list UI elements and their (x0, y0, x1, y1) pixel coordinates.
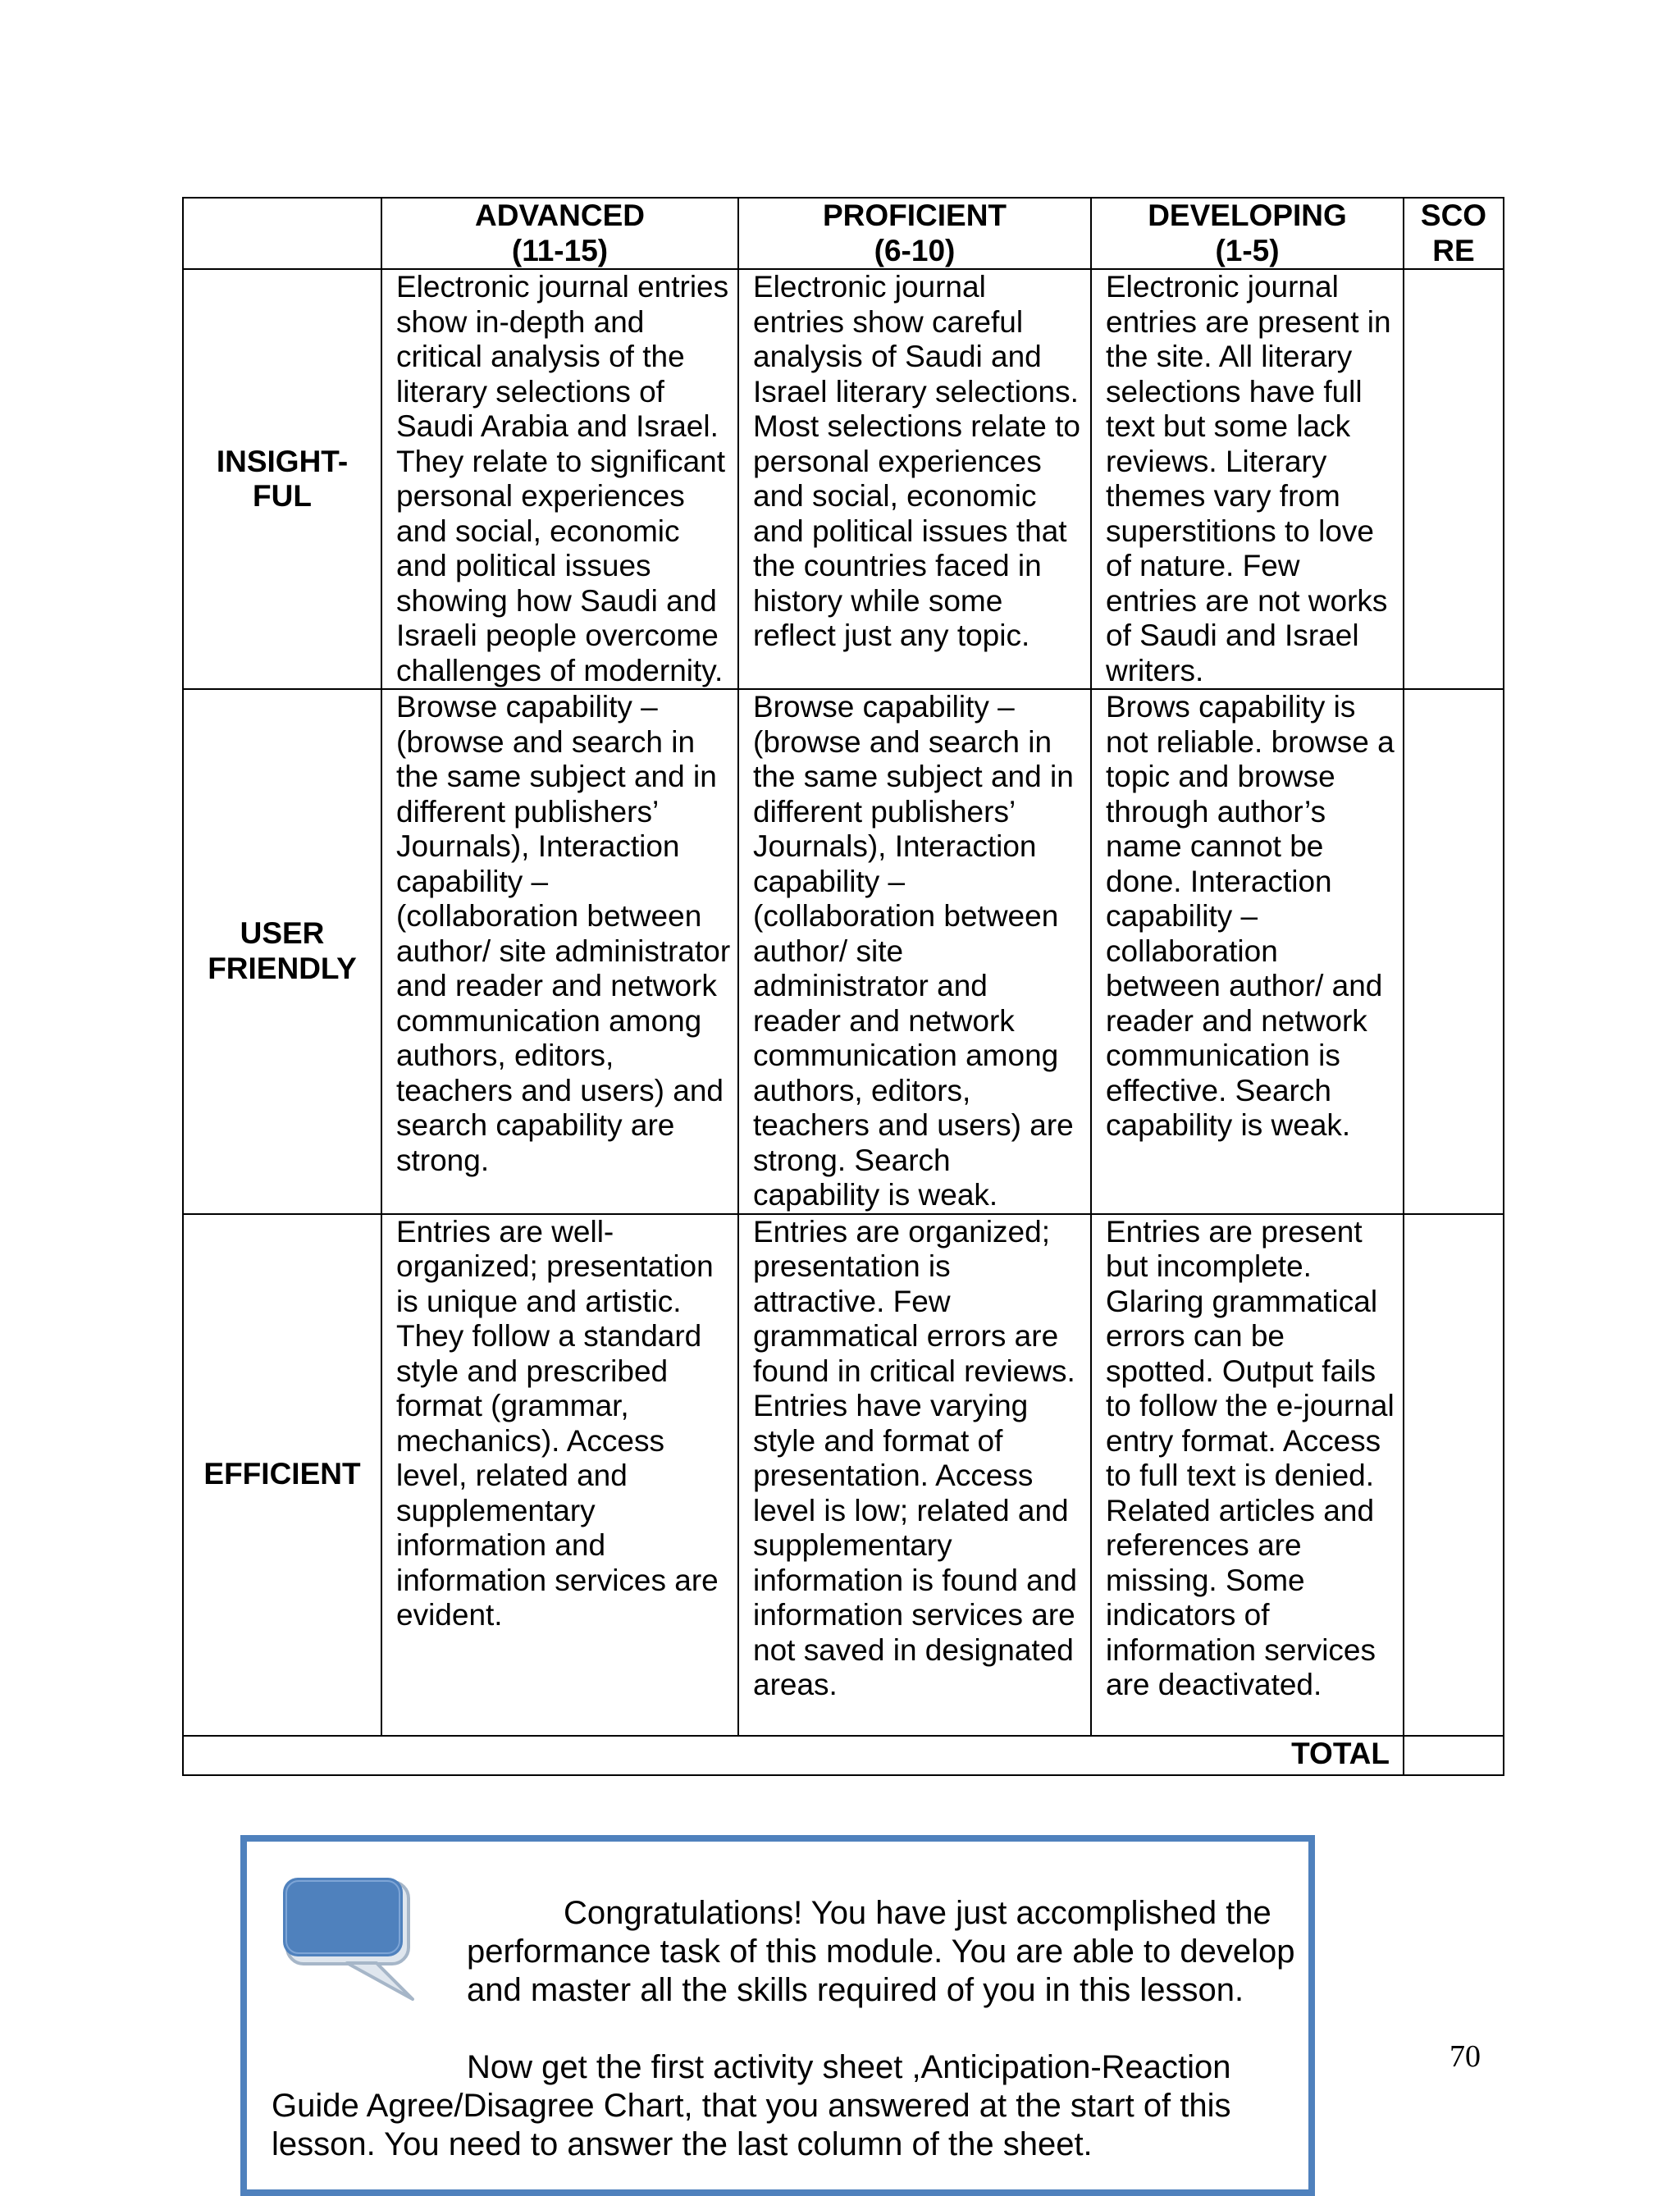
cell-advanced: Entries are well-organized; presentation is unique and artistic. They follow a standard style and prescribed format (grammar, mechanics). Access level, related and supplementary information and information services are evident. (381, 1214, 738, 1736)
rubric-header-row (183, 198, 1504, 269)
header-developing-range: (1-5) (1215, 233, 1280, 267)
criterion-label-line1: EFFICIENT (203, 1457, 361, 1491)
congratulations-message (467, 1894, 1295, 2010)
score-cell[interactable] (1404, 269, 1504, 689)
criterion-user-friendly (183, 689, 381, 1214)
congratulations-text: Congratulations! You have just accomplished the performance task of this module. You are able to develop and master all the skills required of you in this lesson. (467, 1895, 1295, 2008)
cell-proficient: Entries are organized; presentation is attractive. Few grammatical errors are found in critical reviews. Entries have varying style and format of presentation. Access level is low; related and supplementary information is found and information services are not saved in designated areas. (738, 1214, 1091, 1736)
rubric-table (182, 197, 1504, 1776)
cell-developing: Entries are present but incomplete. Glaring grammatical errors can be spotted. Output fails to follow the e-journal entry format. Access to full text is denied. Related articles and references are missing. Some indicators of information services are deactivated. (1091, 1214, 1404, 1736)
cell-advanced: Browse capability – (browse and search in the same subject and in different publishers’ Journals), Interaction capability – (collaboration between author/ site administrator and reader and network communication among authors, editors, teachers and users) and search capability are strong. (381, 689, 738, 1214)
total-score-cell[interactable] (1404, 1736, 1504, 1775)
header-developing-label: DEVELOPING (1148, 199, 1347, 232)
criterion-label-line1: INSIGHT- (216, 444, 349, 478)
header-advanced (381, 198, 738, 269)
score-cell[interactable] (1404, 1214, 1504, 1736)
criterion-insightful (183, 269, 381, 689)
total-label: TOTAL (183, 1736, 1404, 1775)
header-blank-cell (183, 198, 381, 269)
header-proficient-range: (6-10) (874, 233, 956, 267)
table-row (183, 689, 1504, 1214)
table-row (183, 1214, 1504, 1736)
cell-developing: Brows capability is not reliable. browse a topic and browse through author’s name cannot be done. Interaction capability – collaboration between author/ and reader and network communication is effective. Search capability is weak. (1091, 689, 1404, 1214)
cell-proficient: Electronic journal entries show careful analysis of Saudi and Israel literary selections. Most selections relate to personal experiences and social, economic and political issues that the countries faced in history while some reflect just any topic. (738, 269, 1091, 689)
header-proficient (738, 198, 1091, 269)
header-score-line2: RE (1432, 233, 1475, 267)
cell-proficient: Browse capability – (browse and search in the same subject and in different publishers’ Journals), Interaction capability – (collaboration between author/ site administrator and reader and network communication among authors, editors, teachers and users) are strong. Search capability is weak. (738, 689, 1091, 1214)
criterion-label-line1: USER (240, 916, 325, 951)
header-score-line1: SCO (1420, 199, 1487, 232)
criterion-efficient (183, 1214, 381, 1736)
header-proficient-label: PROFICIENT (822, 199, 1007, 232)
header-advanced-range: (11-15) (511, 233, 609, 267)
table-row (183, 269, 1504, 689)
congratulations-box (240, 1835, 1315, 2196)
cell-developing: Electronic journal entries are present in the site. All literary selections have full text but some lack reviews. Literary themes vary from superstitions to love of nature. Few entries are not works of Saudi and Israel writers. (1091, 269, 1404, 689)
instruction-text: Now get the first activity sheet ,Anticipation-Reaction Guide Agree/Disagree Chart, that you answered at the start of this lesson. You need to answer the last column of the sheet. (272, 2049, 1231, 2162)
header-advanced-label: ADVANCED (475, 199, 645, 232)
cell-advanced: Electronic journal entries show in-depth and critical analysis of the literary selections of Saudi Arabia and Israel. They relate to significant personal experiences and social, economic and political issues showing how Saudi and Israeli people overcome challenges of modernity. (381, 269, 738, 689)
instruction-message (272, 2048, 1297, 2164)
total-row (183, 1736, 1504, 1775)
header-score (1404, 198, 1504, 269)
criterion-label-line2: FRIENDLY (208, 951, 357, 985)
score-cell[interactable] (1404, 689, 1504, 1214)
page-number: 70 (1449, 2039, 1481, 2074)
header-developing (1091, 198, 1404, 269)
speech-bubble-icon (280, 1874, 419, 2006)
criterion-label-line2: FUL (253, 479, 312, 513)
